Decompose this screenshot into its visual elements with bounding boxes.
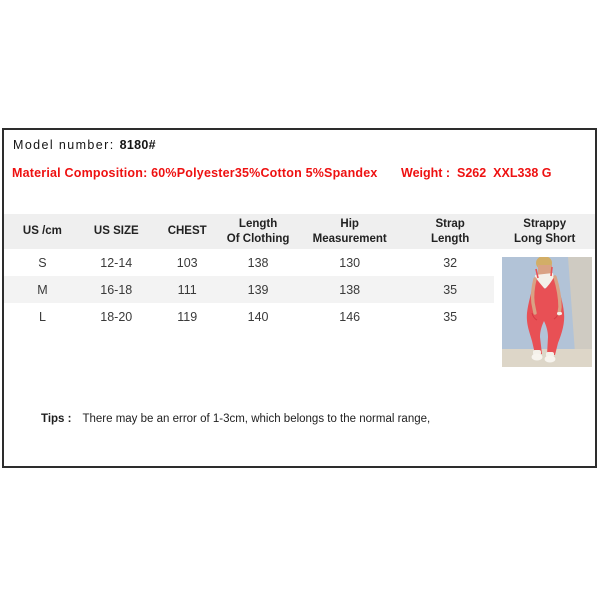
material-composition-text: Material Composition: 60%Polyester35%Cotton 5%Spandex — [12, 166, 378, 180]
model-number-line — [13, 138, 156, 152]
tips-label: Tips : — [41, 413, 72, 425]
size-table-header-row — [4, 214, 595, 249]
jumpsuit-photo-illustration — [502, 257, 592, 367]
size-chart-panel — [2, 128, 597, 468]
cell-us-size: 18-20 — [100, 309, 133, 324]
cell-strap: 35 — [406, 276, 495, 303]
cell-size: S — [38, 255, 47, 270]
header-us-size: US SIZE — [93, 225, 139, 238]
cell-hip: 138 — [294, 276, 406, 303]
header-hip-measurement: Hip Measurement — [312, 218, 387, 245]
cell-chest: 103 — [176, 255, 198, 270]
model-number-label: Model number: — [13, 138, 115, 152]
cell-us-size: 12-14 — [100, 255, 133, 270]
header-strappy-long-short: Strappy Long Short — [514, 218, 576, 245]
cell-hip: 130 — [339, 255, 361, 270]
product-image — [502, 257, 592, 367]
cell-length: 138 — [247, 255, 269, 270]
tips-line — [41, 413, 430, 425]
cell-length: 140 — [247, 309, 269, 324]
tips-text: There may be an error of 1-3cm, which belongs to the normal range, — [82, 413, 431, 425]
header-chest: CHEST — [167, 225, 207, 238]
cell-size: M — [4, 276, 81, 303]
cell-chest: 119 — [177, 309, 198, 324]
cell-hip: 146 — [339, 309, 361, 324]
cell-length: 139 — [223, 276, 294, 303]
header-strap-length: Strap Length — [430, 218, 470, 245]
cell-size: L — [38, 309, 46, 324]
model-number-value: 8180# — [119, 138, 156, 152]
cell-strap: 35 — [443, 309, 458, 324]
cell-chest: 111 — [152, 276, 223, 303]
cell-strap: 32 — [443, 255, 458, 270]
header-us-cm: US /cm — [22, 225, 62, 238]
weight-text: Weight : S262 XXL338 G — [401, 166, 552, 180]
cell-us-size: 16-18 — [81, 276, 152, 303]
header-length-of-clothing: Length Of Clothing — [226, 218, 290, 245]
